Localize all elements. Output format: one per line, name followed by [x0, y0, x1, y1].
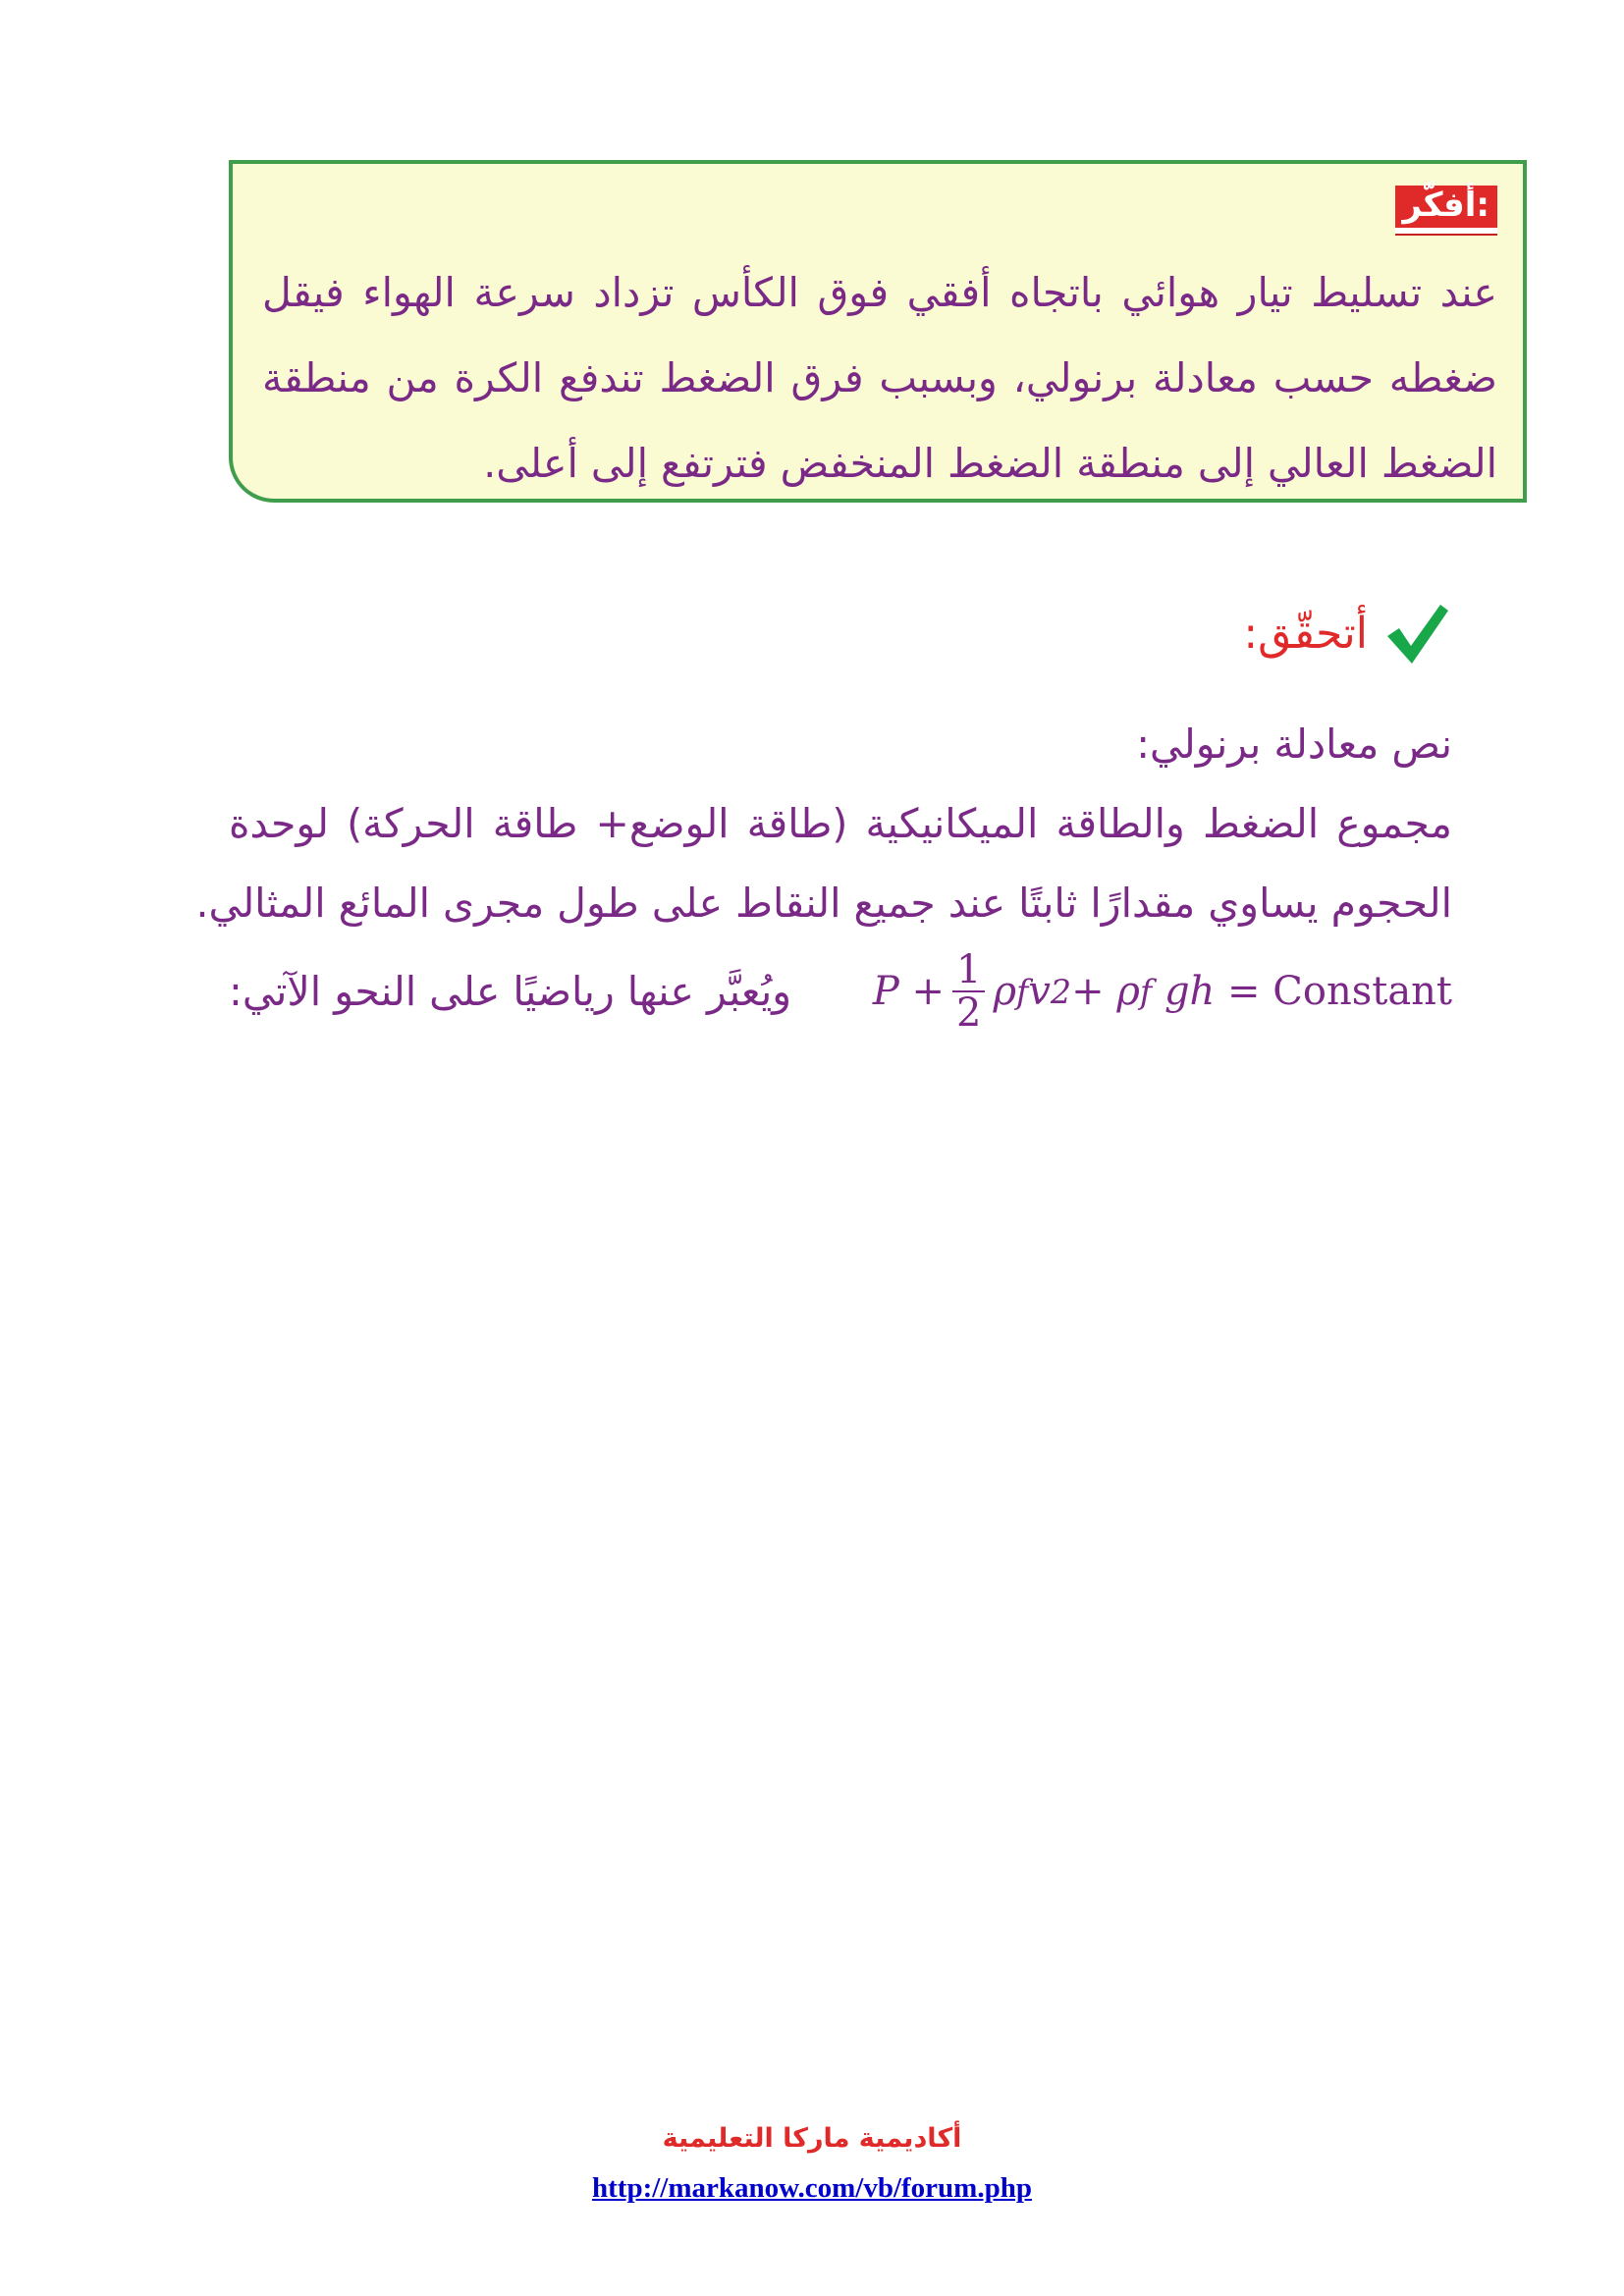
- footer-link-wrap: [0, 2172, 1624, 2205]
- formula-sup-2: 2: [1050, 972, 1072, 1011]
- fraction-numerator: 1: [952, 949, 985, 992]
- bernoulli-line-1: مجموع الضغط والطاقة الميكانيكية (طاقة الوضع+ طاقة الحركة) لوحدة: [229, 800, 1452, 847]
- formula-p: P +: [872, 968, 945, 1014]
- bernoulli-section: [195, 705, 1452, 1036]
- formula-rho: ρ: [993, 968, 1016, 1014]
- check-title: أتحقّق:: [1243, 609, 1368, 659]
- formula-sub-f-2: f: [1139, 972, 1153, 1011]
- formula-v: v: [1028, 968, 1051, 1014]
- formula-plus-rho: + ρ: [1071, 968, 1140, 1014]
- bernoulli-heading: نص معادلة برنولي:: [1136, 721, 1452, 768]
- fraction-denominator: 2: [956, 990, 982, 1036]
- footer-link[interactable]: http://markanow.com/vb/forum.php: [592, 2172, 1032, 2204]
- think-badge: أفكّر:: [1395, 186, 1497, 234]
- formula-gh: gh =: [1152, 968, 1273, 1014]
- checkmark-icon: [1381, 599, 1452, 669]
- think-text: عند تسليط تيار هوائي باتجاه أفقي فوق الكأس تزداد سرعة الهواء فيقل ضغطه حسب معادلة برنولي، وبسبب فرق الضغط تندفع الكرة من منطقة الضغط العالي إلى منطقة الضغط المنخفض فترتفع إلى أعلى.: [262, 269, 1497, 487]
- bernoulli-line-2: الحجوم يساوي مقدارًا ثابتًا عند جميع النقاط على طول مجرى المائع المثالي.: [195, 880, 1452, 927]
- formula-intro: ويُعبَّر عنها رياضيًا على النحو الآتي:: [229, 967, 792, 1015]
- formula-fraction: [952, 949, 985, 1034]
- footer-title: أكاديمية ماركا التعليمية: [662, 2123, 962, 2154]
- bernoulli-formula: [873, 949, 1452, 1034]
- formula-line: [229, 949, 1452, 1034]
- formula-constant: Constant: [1272, 968, 1452, 1014]
- check-heading: [1243, 599, 1452, 669]
- formula-sub-f: f: [1015, 972, 1029, 1011]
- think-box: [229, 160, 1527, 503]
